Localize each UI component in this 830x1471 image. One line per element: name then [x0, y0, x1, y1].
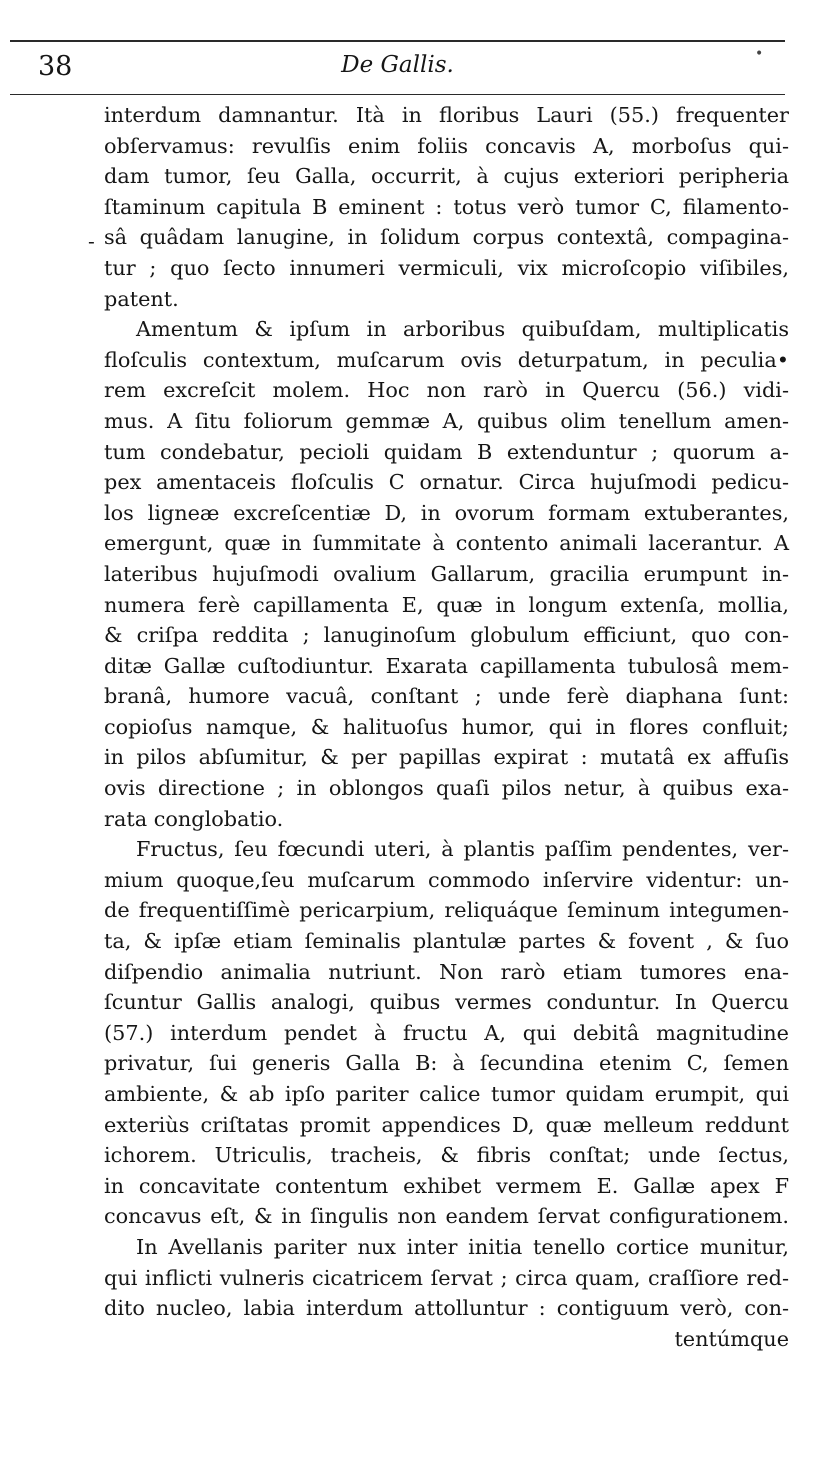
text-line: lateribus hujuſmodi ovalium Gallarum, gracilia erumpunt in-: [104, 561, 789, 586]
page-number: 38: [38, 51, 73, 82]
text-line: tentúmque: [674, 1326, 789, 1351]
header-rule: [10, 94, 785, 95]
text-line: tum condebatur, pecioli quidam B extenduntur ; quorum a-: [104, 439, 789, 464]
text-line: ſtaminum capitula B eminent : totus verò tumor C, filamento-: [104, 194, 789, 219]
text-line: concavus eſt, & in ſingulis non eandem ſervat configurationem.: [104, 1204, 789, 1229]
text-line: Fructus, ſeu fœcundi uteri, à plantis paſſim pendentes, ver-: [136, 837, 789, 862]
text-line: dam tumor, ſeu Galla, occurrit, à cujus exteriori peripheria: [104, 164, 789, 189]
text-line: obſervamus: revulſis enim foliis concavis A, morboſus qui-: [104, 133, 789, 158]
running-title: De Gallis.: [341, 52, 454, 78]
page-header: [10, 46, 785, 90]
text-line: qui inflicti vulneris cicatricem ſervat ; circa quam, craſſiore red-: [104, 1265, 789, 1290]
text-line: in concavitate contentum exhibet vermem E. Gallæ apex F: [104, 1173, 789, 1198]
text-line: de frequentiſſimè pericarpium, reliquáque ſeminum integumen-: [104, 898, 789, 923]
text-line: ditæ Gallæ cuſtodiuntur. Exarata capillamenta tubulosâ mem-: [104, 653, 789, 678]
text-line: copioſus namque, & halituoſus humor, qui in flores confluit;: [104, 714, 789, 739]
text-line: interdum damnantur. Ità in floribus Lauri (55.) frequenter: [104, 103, 789, 127]
text-line: sâ quâdam lanugine, in ſolidum corpus contextâ, compagina-: [104, 225, 789, 250]
text-line: ſcuntur Gallis analogi, quibus vermes conduntur. In Quercu: [104, 990, 789, 1015]
text-line: branâ, humore vacuâ, conſtant ; unde ferè diaphana ſunt:: [104, 684, 789, 709]
text-line: diſpendio animalia nutriunt. Non rarò etiam tumores ena-: [104, 959, 789, 984]
text-line: & criſpa reddita ; lanuginoſum globulum efficiunt, quo con-: [104, 623, 789, 648]
text-line: ambiente, & ab ipſo pariter calice tumor quidam erumpit, qui: [104, 1082, 789, 1106]
text-line: ta, & ipſæ etiam ſeminalis plantulæ partes & fovent , & ſuo: [104, 929, 789, 954]
text-line: In Avellanis pariter nux inter initia tenello cortice munitur,: [136, 1234, 789, 1259]
text-line: Amentum & ipſum in arboribus quibuſdam, multiplicatis: [136, 317, 789, 342]
text-line: numera ferè capillamenta E, quæ in longum extenſa, mollia,: [104, 592, 789, 617]
margin-mark: -: [88, 229, 95, 253]
text-line: tur ; quo ſecto innumeri vermiculi, vix microſcopio viſibiles,: [104, 255, 789, 280]
text-line: privatur, ſui generis Galla B: à ſecundina etenim C, ſemen: [104, 1051, 789, 1076]
text-line: (57.) interdum pendet à fructu A, qui debitâ magnitudine: [104, 1020, 789, 1045]
text-line: mus. A ſitu foliorum gemmæ A, quibus olim tenellum amen-: [104, 408, 789, 433]
text-line: mium quoque,ſeu muſcarum commodo inſervire videntur: un-: [104, 867, 789, 892]
text-line: ichorem. Utriculis, tracheis, & fibris conſtat; unde ſectus,: [104, 1143, 789, 1168]
top-rule: [10, 40, 785, 42]
text-line: patent.: [104, 286, 179, 311]
text-line: rata conglobatio.: [104, 806, 284, 831]
header-ornament: •: [755, 46, 764, 62]
text-line: los ligneæ excreſcentiæ D, in ovorum formam extuberantes,: [104, 500, 789, 525]
body-text: [104, 100, 789, 1354]
text-line: rem excreſcit molem. Hoc non rarò in Quercu (56.) vidi-: [104, 378, 789, 403]
text-line: in pilos abſumitur, & per papillas expirat : mutatâ ex affuſis: [104, 745, 789, 770]
text-line: dito nucleo, labia interdum attolluntur : contiguum verò, con-: [104, 1296, 789, 1321]
text-line: pex amentaceis floſculis C ornatur. Circa hujuſmodi pedicu-: [104, 470, 789, 495]
text-line: emergunt, quæ in ſummitate à contento animali lacerantur. A: [104, 531, 789, 556]
text-line: floſculis contextum, muſcarum ovis deturpatum, in peculia•: [104, 347, 789, 372]
text-line: ovis directione ; in oblongos quaſi pilos netur, à quibus exa-: [104, 776, 789, 801]
text-line: exteriùs criſtatas promit appendices D, quæ melleum reddunt: [104, 1112, 789, 1137]
